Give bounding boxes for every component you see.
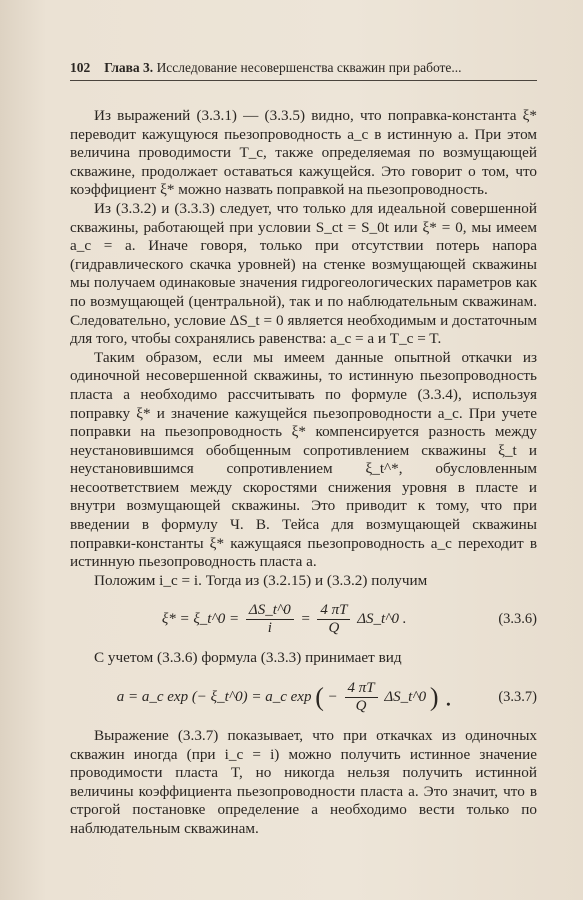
fraction (246, 602, 294, 637)
equation-number: (3.3.6) (498, 611, 537, 628)
eq-tail: ΔS_t^0 (384, 688, 427, 705)
fraction (317, 602, 350, 637)
paragraph: С учетом (3.3.6) формула (3.3.3) принимает вид (94, 649, 402, 667)
fraction (345, 680, 378, 715)
eq-minus: − (327, 688, 338, 705)
chapter-title: Исследование несовершенства скважин при работе... (156, 60, 462, 75)
eq-lhs: a = a_c exp (− ξ_t^0) = a_c exp (116, 688, 312, 705)
paragraph: Таким образом, если мы имеем данные опытной откачки из одиночной несовершенной скважины, то истинную пьезопроводность пласта a необходимо рассчитывать по формуле (3.3.4), используя поправку ξ* и значение кажущейся пьезопроводности a_c. При учете поправки на пьезопроводность ξ* компенсируется разность между неустановившимся обобщенным сопротивлением скважины ξ_t и неустановившимся сопротивлением ξ_t^*, обусловленным несоответствием между скоростями снижения уровня в пласте и внутри возмущающей скважины. Это приводит к тому, что при введении в формулу Ч. В. Тейса для возмущающей скважины поправки-константы ξ* кажущаяся пьезопроводность a_c переходит в истинную пьезопроводность пласта a. (70, 348, 537, 571)
fraction-numerator: ΔS_t^0 (246, 602, 294, 620)
fraction-numerator: 4 πT (317, 602, 350, 620)
equation-3-3-6 (70, 602, 537, 637)
eq-lhs: ξ* = ξ_t^0 = (161, 611, 240, 628)
equation-body (70, 602, 498, 637)
page-number: 102 (70, 60, 91, 75)
eq-paren-open: ( (315, 682, 324, 712)
fraction-denominator: i (267, 620, 272, 637)
paragraph: Выражение (3.3.7) показывает, что при откачках из одиночных скважин иногда (при i_c = i) можно получить истинное значение проводимости пласта T, но никогда нельзя получить истинной величины коэффициента пьезопроводности пласта a. Это значит, что в строгой постановке определение a необходимо вести только по наблюдательным скважинам. (70, 727, 537, 837)
chapter-heading (104, 60, 461, 76)
equation-body (70, 680, 498, 715)
body-text (70, 107, 537, 839)
chapter-number: Глава 3. (104, 60, 154, 75)
fraction-denominator: Q (328, 620, 340, 637)
eq-tail: ΔS_t^0 . (357, 611, 407, 628)
eq-paren-close: ) . (429, 682, 452, 712)
eq-sign: = (300, 611, 311, 628)
fraction-denominator: Q (355, 698, 367, 715)
equation-3-3-7 (70, 680, 537, 715)
paragraph: Положим i_c = i. Тогда из (3.2.15) и (3.3.2) получим (94, 571, 428, 589)
paragraph: Из (3.3.2) и (3.3.3) следует, что только для идеальной совершенной скважины, работающей при условии S_ct = S_0t или ξ* = 0, мы имеем a_c = a. Иначе говоря, только при отсутствии потерь напора (гидравлического скачка уровней) на стенке возмущающей скважины мы получаем одинаковые значения гидрогеологических параметров как по возмущающей (центральной), так и по наблюдательным скважинам. Следовательно, условие ΔS_t = 0 является необходимым и достаточным для того, чтобы сохранялись равенства: a_c = a и T_c = T. (70, 199, 537, 348)
running-head (70, 60, 537, 81)
equation-number: (3.3.7) (498, 689, 537, 706)
fraction-numerator: 4 πT (345, 680, 378, 698)
paragraph: Из выражений (3.3.1) — (3.3.5) видно, что поправка-константа ξ* переводит кажущуюся пьезопроводность a_c в истинную a. При этом величина проводимости T_c, также определяемая по возмущающей скважине, продолжает оставаться кажущейся. Это говорит о том, что коэффициент ξ* можно назвать поправкой на пьезопроводность. (70, 107, 537, 199)
